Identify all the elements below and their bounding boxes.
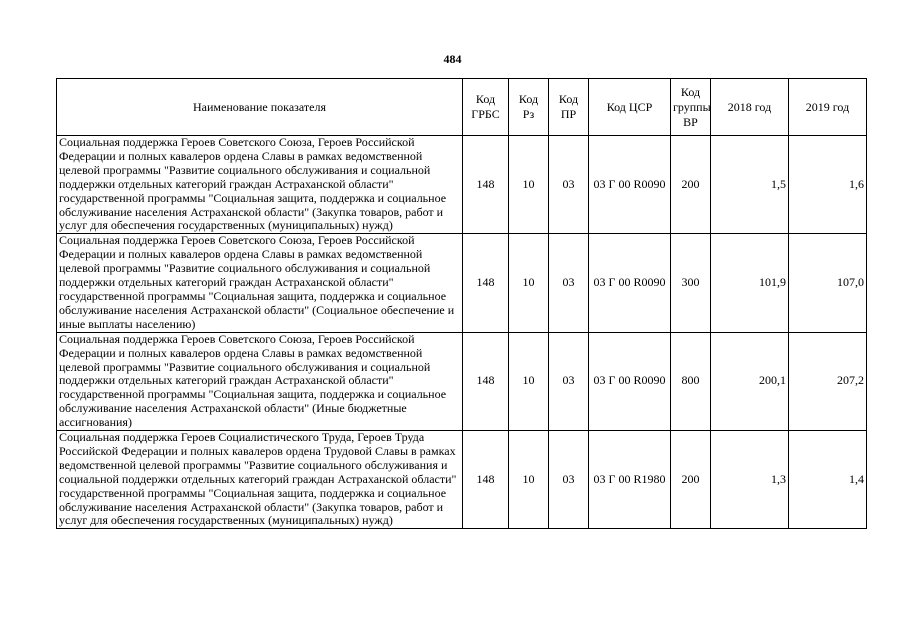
row-rz: 10 [509, 234, 549, 332]
row-2018: 101,9 [711, 234, 789, 332]
row-vr: 300 [671, 234, 711, 332]
row-name: Социальная поддержка Героев Социалистического Труда, Героев Труда Российской Федерации и полных кавалеров ордена Трудовой Славы в рамках ведомственной целевой программы "Развитие социального обслуживания и социальной поддержки отдельных категорий граждан Астраханской области" государственной программы "Социальная защита, поддержка и социальное обслуживание населения Астраханской области" (Закупка товаров, работ и услуг для обеспечения государственных (муниципальных) нужд) [57, 431, 463, 529]
header-name: Наименование показателя [57, 79, 463, 136]
row-rz: 10 [509, 332, 549, 430]
header-pr-line-2: ПР [560, 107, 577, 121]
row-2019: 207,2 [789, 332, 867, 430]
table-row [57, 332, 867, 430]
row-2018: 200,1 [711, 332, 789, 430]
header-vr-line-2: группы [673, 99, 711, 114]
header-rz [509, 79, 549, 136]
header-2019: 2019 год [789, 79, 867, 136]
row-pr: 03 [549, 234, 589, 332]
row-2018: 1,5 [711, 136, 789, 234]
header-pr-line-1: Код [558, 92, 579, 106]
header-pr [549, 79, 589, 136]
row-name: Социальная поддержка Героев Советского Союза, Героев Российской Федерации и полных кавалеров ордена Славы в рамках ведомственной целевой программы "Развитие социального обслуживания и социальной поддержки отдельных категорий граждан Астраханской области" государственной программы "Социальная защита, поддержка и социальное обслуживание населения Астраханской области" (Иные бюджетные ассигнования) [57, 332, 463, 430]
row-pr: 03 [549, 332, 589, 430]
row-pr: 03 [549, 136, 589, 234]
table-row [57, 431, 867, 529]
header-rz-line-2: Рз [522, 107, 535, 121]
row-grbs: 148 [463, 234, 509, 332]
header-vr [671, 79, 711, 136]
row-csr: 03 Г 00 R0090 [589, 332, 671, 430]
header-rz-line-1: Код [518, 92, 539, 106]
row-2019: 107,0 [789, 234, 867, 332]
header-grbs-line-1: Код [475, 92, 496, 106]
header-vr-line-3: ВР [683, 114, 698, 129]
header-grbs [463, 79, 509, 136]
header-2018: 2018 год [711, 79, 789, 136]
row-grbs: 148 [463, 332, 509, 430]
table-row [57, 136, 867, 234]
row-vr: 200 [671, 136, 711, 234]
row-csr: 03 Г 00 R0090 [589, 136, 671, 234]
table-row [57, 234, 867, 332]
row-vr: 800 [671, 332, 711, 430]
row-pr: 03 [549, 431, 589, 529]
row-2018: 1,3 [711, 431, 789, 529]
row-name: Социальная поддержка Героев Советского Союза, Героев Российской Федерации и полных кавалеров ордена Славы в рамках ведомственной целевой программы "Развитие социального обслуживания и социальной поддержки отдельных категорий граждан Астраханской области" государственной программы "Социальная защита, поддержка и социальное обслуживание населения Астраханской области" (Социальное обеспечение и иные выплаты населению) [57, 234, 463, 332]
header-grbs-line-2: ГРБС [471, 107, 500, 121]
row-rz: 10 [509, 431, 549, 529]
header-csr: Код ЦСР [589, 79, 671, 136]
row-csr: 03 Г 00 R1980 [589, 431, 671, 529]
row-2019: 1,4 [789, 431, 867, 529]
row-name: Социальная поддержка Героев Советского Союза, Героев Российской Федерации и полных кавалеров ордена Славы в рамках ведомственной целевой программы "Развитие социального обслуживания и социальной поддержки отдельных категорий граждан Астраханской области" государственной программы "Социальная защита, поддержка и социальное обслуживание населения Астраханской области" (Закупка товаров, работ и услуг для обеспечения государственных (муниципальных) нужд) [57, 136, 463, 234]
budget-table [56, 78, 867, 529]
row-rz: 10 [509, 136, 549, 234]
row-csr: 03 Г 00 R0090 [589, 234, 671, 332]
header-row [57, 79, 867, 136]
row-vr: 200 [671, 431, 711, 529]
header-vr-line-1: Код [680, 84, 701, 99]
row-grbs: 148 [463, 431, 509, 529]
row-grbs: 148 [463, 136, 509, 234]
row-2019: 1,6 [789, 136, 867, 234]
page-number: 484 [443, 52, 462, 66]
